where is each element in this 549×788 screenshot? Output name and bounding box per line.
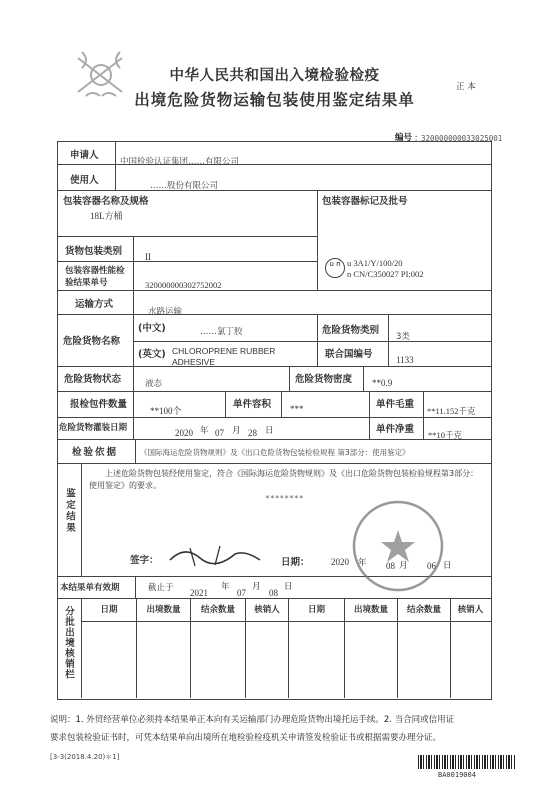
dg-en-value: CHLOROPRENE RUBBER ADHESIVE bbox=[172, 346, 276, 367]
validity-month: 07 bbox=[237, 588, 246, 598]
form-code: [3-3(2018.4.20)＊1] bbox=[50, 753, 120, 761]
notes-line2: 要求包装检验证书时，可凭本结果单向出境所在地检验检疫机关申请签发检验证书或根据需要办理分证。 bbox=[50, 733, 442, 743]
applicant-value: 中国检验认证集团……有限公司 bbox=[120, 157, 240, 167]
batch-header-date-2: 日期 bbox=[307, 605, 325, 615]
validity-day: 08 bbox=[269, 588, 278, 598]
copy-label: 正 本 bbox=[456, 82, 476, 92]
category-value: II bbox=[145, 252, 151, 262]
validity-year-unit: 年 bbox=[221, 582, 230, 592]
fill-year: 2020 bbox=[175, 428, 193, 438]
validity-day-unit: 日 bbox=[284, 582, 293, 592]
conclusion-text: 上述危险货物包装经使用鉴定，符合《国际海运危险货物规则》及《出口危险货物包装检验规程第3部分：使用鉴定》的要求。 bbox=[89, 469, 479, 490]
batch-header-officer-1: 核销人 bbox=[254, 605, 280, 615]
number-value: 320000000033025001 bbox=[421, 134, 503, 143]
net-label: 单件净重 bbox=[376, 424, 415, 435]
barcode-icon bbox=[418, 755, 516, 769]
dg-cn-label: (中文) bbox=[138, 323, 166, 334]
title-line1: 中华人民共和国出入境检验检疫 bbox=[169, 68, 380, 84]
basis-value: 《国际海运危险货物规则》及《出口危险货物包装检验规程 第3部分：使用鉴定》 bbox=[140, 448, 410, 457]
validity-label: 本结果单有效期 bbox=[60, 583, 120, 593]
date-month-unit: 月 bbox=[399, 561, 408, 571]
fill-day-unit: 日 bbox=[265, 426, 274, 436]
official-seal-icon bbox=[348, 496, 448, 596]
date-day-unit: 日 bbox=[443, 561, 452, 571]
container-name-label: 包装容器名称及规格 bbox=[63, 196, 149, 207]
gross-value: **11.152千克 bbox=[427, 406, 476, 416]
fill-date-label: 危险货物灌装日期 bbox=[59, 423, 128, 433]
transport-label: 运输方式 bbox=[75, 299, 114, 310]
qty-label: 报检包件数量 bbox=[70, 399, 128, 410]
sign-label: 签字： bbox=[130, 555, 159, 566]
un-number-value: 1133 bbox=[396, 355, 414, 365]
date-label: 日期： bbox=[281, 557, 310, 568]
number-label: 编号 bbox=[395, 133, 413, 143]
fill-year-unit: 年 bbox=[200, 426, 209, 436]
container-mark-label: 包装容器标记及批号 bbox=[322, 196, 408, 207]
conclusion-label: 鉴定结果 bbox=[64, 488, 75, 534]
notes-line1: 说明：1. 外贸经营单位必须持本结果单正本向有关运输部门办理危险货物出境托运手续。2. 当合同或信用证 bbox=[50, 715, 455, 725]
state-label: 危险货物状态 bbox=[64, 374, 122, 385]
batch-header-balance-1: 结余数量 bbox=[200, 605, 235, 615]
net-value: **10千克 bbox=[428, 430, 463, 440]
container-name-value: 18L方桶 bbox=[90, 211, 123, 221]
category-label: 货物包装类别 bbox=[65, 246, 123, 257]
perf-result-value: 320000000302752002 bbox=[145, 280, 222, 290]
dg-en-label: (英文) bbox=[138, 349, 166, 360]
density-value: **0.9 bbox=[372, 378, 393, 388]
perf-result-label: 包装容器性能检验结果单号 bbox=[65, 266, 125, 288]
un-symbol-icon: u n bbox=[325, 258, 345, 278]
dg-name-label: 危险货物名称 bbox=[63, 336, 121, 347]
batch-header-officer-2: 核销人 bbox=[457, 605, 484, 615]
fill-day: 28 bbox=[248, 428, 257, 438]
dg-class-label: 危险货物类别 bbox=[322, 325, 380, 336]
gross-label: 单件毛重 bbox=[376, 399, 415, 410]
conclusion-stars: ******** bbox=[265, 494, 304, 503]
date-day: 06 bbox=[427, 561, 436, 571]
date-year: 2020 bbox=[331, 557, 349, 567]
date-month: 08 bbox=[386, 561, 395, 571]
user-label: 使用人 bbox=[70, 175, 99, 186]
fill-month-unit: 月 bbox=[232, 426, 241, 436]
validity-prefix: 截止于 bbox=[148, 583, 174, 593]
validity-month-unit: 月 bbox=[252, 582, 261, 592]
signature-mark-icon bbox=[165, 540, 265, 570]
applicant-label: 申请人 bbox=[70, 150, 99, 161]
batch-header-exported-2: 出境数量 bbox=[353, 605, 388, 615]
date-year-unit: 年 bbox=[358, 558, 367, 568]
barcode-text: BA0019004 bbox=[438, 771, 476, 779]
batch-label: 分批出境核销栏 bbox=[63, 606, 74, 680]
batch-header-exported-1: 出境数量 bbox=[146, 605, 181, 615]
state-value: 液态 bbox=[145, 379, 163, 389]
transport-value: 水路运输 bbox=[148, 307, 183, 317]
basis-label: 检验依据 bbox=[72, 447, 119, 458]
container-mark-line1: u 3A1/Y/100/20 bbox=[347, 258, 403, 268]
un-number-label: 联合国编号 bbox=[325, 349, 373, 360]
container-mark-line2: n CN/C350027 PI:002 bbox=[347, 269, 424, 279]
user-value: ……股份有限公司 bbox=[150, 181, 219, 191]
capacity-label: 单件容积 bbox=[233, 399, 272, 410]
batch-header-date-1: 日期 bbox=[100, 605, 118, 615]
dg-cn-value: ……氯丁胶 bbox=[200, 327, 243, 337]
batch-header-balance-2: 结余数量 bbox=[406, 605, 441, 615]
validity-year: 2021 bbox=[190, 588, 208, 598]
qty-value: **100个 bbox=[150, 406, 182, 416]
capacity-value: *** bbox=[290, 404, 304, 414]
title-line2: 出境危险货物运输包装使用鉴定结果单 bbox=[134, 91, 415, 109]
dg-class-value: 3类 bbox=[396, 332, 410, 342]
fill-month: 07 bbox=[215, 428, 224, 438]
density-label: 危险货物密度 bbox=[295, 374, 353, 385]
